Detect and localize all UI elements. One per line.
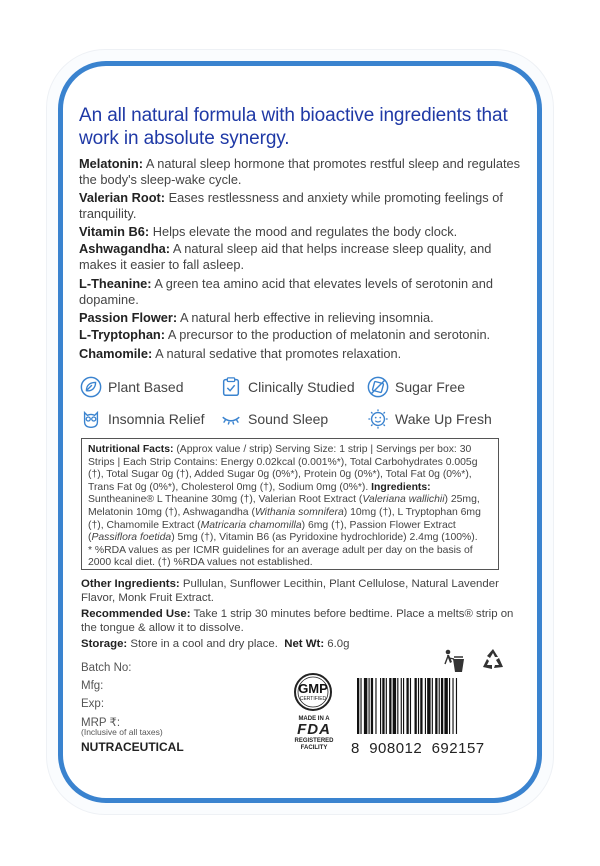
sun-smile-icon	[367, 408, 389, 430]
badge-clinically-studied: Clinically Studied	[220, 376, 355, 398]
mrp-tax-note: (Inclusive of all taxes)	[81, 727, 163, 737]
ingredient-melatonin: Melatonin: A natural sleep hormone that promotes restful sleep and regulates the body's sleep-wake cycle.	[79, 156, 521, 187]
clipboard-check-icon	[220, 376, 242, 398]
leaf-icon	[80, 376, 102, 398]
badge-sugar-free: Sugar Free	[367, 376, 465, 398]
ingredient-passion-flower: Passion Flower: A natural herb effective in relieving insomnia.	[79, 310, 434, 325]
badge-insomnia-relief: Insomnia Relief	[80, 408, 205, 430]
rda-footnote: * %RDA values as per ICMR guidelines for an average adult per day on the basis of 2000 kcal diet. (†) %RDA values not established.	[88, 544, 473, 569]
storage-info: Storage: Store in a cool and dry place. Net Wt: 6.0g	[81, 638, 350, 650]
mfg-label: Mfg:	[81, 680, 104, 692]
owl-icon	[80, 408, 102, 430]
batch-no-label: Batch No:	[81, 662, 132, 674]
recommended-use: Recommended Use: Take 1 strip 30 minutes before bedtime. Place a melts® strip on the tongue & allow it to dissolve.	[81, 608, 514, 634]
gmp-certified-seal: GMP CERTIFIED	[293, 672, 333, 712]
ingredient-ashwagandha: Ashwagandha: A natural sleep aid that helps increase sleep quality, and makes it easier to fall asleep.	[79, 241, 492, 272]
ingredient-valerian-root: Valerian Root: Eases restlessness and anxiety while promoting feelings of tranquility.	[79, 190, 503, 221]
headline: An all natural formula with bioactive ingredients that work in absolute synergy.	[79, 105, 508, 149]
badge-wake-up-fresh: Wake Up Fresh	[367, 408, 492, 430]
badge-plant-based: Plant Based	[80, 376, 184, 398]
ingredient-vitamin-b6: Vitamin B6: Helps elevate the mood and regulates the body clock.	[79, 224, 458, 239]
dispose-in-bin-icon	[444, 648, 466, 674]
closed-eye-icon	[220, 408, 242, 430]
exp-label: Exp:	[81, 698, 105, 710]
barcode	[357, 678, 487, 734]
recycle-icon	[478, 646, 508, 674]
ingredient-l-tryptophan: L-Tryptophan: A precursor to the production of melatonin and serotonin.	[79, 327, 491, 342]
category-label: NUTRACEUTICAL	[81, 740, 184, 754]
barcode-number: 8 908012 692157	[351, 740, 485, 757]
no-sugar-icon	[367, 376, 389, 398]
ingredient-chamomile: Chamomile: A natural sedative that promotes relaxation.	[79, 346, 402, 361]
badge-sound-sleep: Sound Sleep	[220, 408, 328, 430]
mrp-label: MRP ₹:	[81, 717, 121, 729]
other-ingredients: Other Ingredients: Pullulan, Sunflower Lecithin, Plant Cellulose, Natural Lavender Flavor, Monk Fruit Extract.	[81, 578, 499, 604]
ingredient-l-theanine: L-Theanine: A green tea amino acid that elevates levels of serotonin and dopamine.	[79, 276, 493, 307]
fda-registered-facility-mark: MADE IN A FDA REGISTERED FACILITY	[294, 716, 334, 751]
nutrition-facts-box: Nutritional Facts: (Approx value / strip) Serving Size: 1 strip | Servings per box: 30 Strips | Each Strip Contains: Energy 0.02kcal (0.001%*), Total Carbohydrates 0.005g (†), Total Sugar 0g (†), Added Sugar 0g (0%*), Protein 0g (0%*), Total Fat 0g (0%*), Trans Fat 0g (0%*), Cholesterol 0mg (†), Sodium 0mg (0%*). Ingredients: Suntheanine® L Theanine 30mg (†), Valerian Root Extract (Valeriana wallichii) 25mg, Melatonin 10mg (†), Ashwagandha (Withania somnifera) 10mg (†), L Tryptophan 6mg (†), Chamomile Extract (Matricaria chamomilla) 6mg (†), Passion Flower Extract (Passiflora foetida) 5mg (†), Vitamin B6 (as Pyridoxine hydrochloride) 2.4mg (100%). * %RDA values as per ICMR guidelines for an average adult per day on the basis of 2000 kcal diet. (†) %RDA values not established.	[81, 438, 499, 570]
